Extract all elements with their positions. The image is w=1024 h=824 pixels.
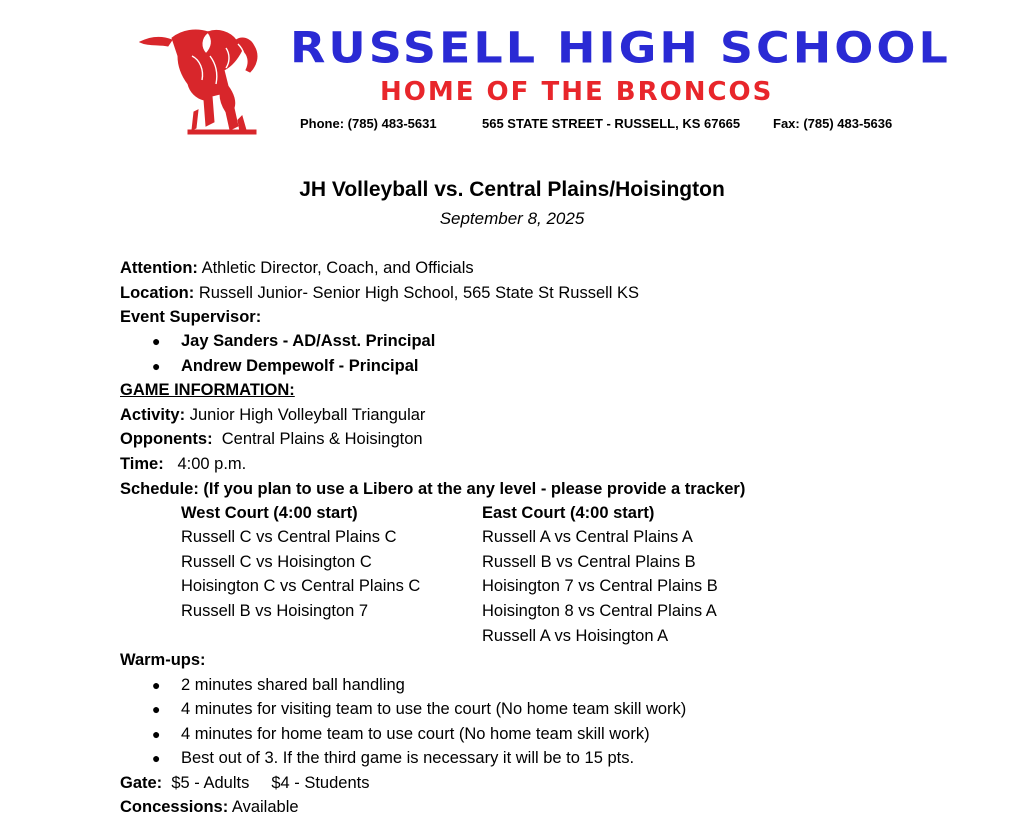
concessions-value: Available bbox=[228, 798, 299, 816]
activity-label: Activity: bbox=[120, 406, 186, 424]
bullet-icon: ● bbox=[152, 701, 161, 717]
bullet-icon: ● bbox=[152, 358, 161, 374]
document-title: JH Volleyball vs. Central Plains/Hoisington bbox=[299, 178, 725, 201]
attention-label: Attention: bbox=[120, 259, 198, 277]
bullet-icon: ● bbox=[152, 333, 161, 349]
event-supervisor-label: Event Supervisor: bbox=[120, 308, 262, 326]
opponents-label: Opponents: bbox=[120, 430, 213, 448]
concessions-label: Concessions: bbox=[120, 798, 229, 816]
gate-adults-price: $5 - Adults bbox=[162, 774, 250, 792]
gate-label: Gate: bbox=[120, 774, 163, 792]
west-court-match: Russell C vs Hoisington C bbox=[181, 553, 372, 571]
time-line bbox=[120, 454, 246, 474]
location-line bbox=[120, 283, 639, 303]
bullet-icon: ● bbox=[152, 677, 161, 693]
location-label: Location: bbox=[120, 284, 195, 302]
east-court-match: Russell A vs Central Plains A bbox=[482, 528, 693, 546]
west-court-match: Russell B vs Hoisington 7 bbox=[181, 602, 369, 620]
activity-line bbox=[120, 405, 425, 425]
supervisor-item: Jay Sanders - AD/Asst. Principal bbox=[181, 332, 436, 350]
east-court-match: Hoisington 8 vs Central Plains A bbox=[482, 602, 717, 620]
west-court-match: Hoisington C vs Central Plains C bbox=[181, 577, 421, 595]
supervisor-item: Andrew Dempewolf - Principal bbox=[181, 357, 419, 375]
opponents-line bbox=[120, 429, 423, 449]
phone-number: Phone: (785) 483-5631 bbox=[300, 116, 437, 131]
warmup-item: 4 minutes for home team to use court (No home team skill work) bbox=[181, 725, 650, 743]
bronco-horse-icon bbox=[138, 26, 283, 136]
gate-students-price: $4 - Students bbox=[271, 774, 370, 792]
bullet-icon: ● bbox=[152, 726, 161, 742]
time-value: 4:00 p.m. bbox=[163, 455, 247, 473]
warmup-item: 4 minutes for visiting team to use the court (No home team skill work) bbox=[181, 700, 687, 718]
event-date: September 8, 2025 bbox=[439, 209, 585, 228]
game-info-heading: GAME INFORMATION: bbox=[120, 381, 295, 399]
school-name: RUSSELL HIGH SCHOOL bbox=[290, 22, 951, 73]
location-value: Russell Junior- Senior High School, 565 State St Russell KS bbox=[194, 284, 640, 302]
bullet-icon: ● bbox=[152, 750, 161, 766]
schedule-label: Schedule: (If you plan to use a Libero at the any level - please provide a tracker) bbox=[120, 480, 746, 498]
school-address: 565 STATE STREET - RUSSELL, KS 67665 bbox=[482, 116, 741, 131]
activity-value: Junior High Volleyball Triangular bbox=[185, 406, 426, 424]
warmup-item: 2 minutes shared ball handling bbox=[181, 676, 405, 694]
school-tagline: HOME OF THE BRONCOS bbox=[380, 77, 774, 107]
east-court-match: Russell A vs Hoisington A bbox=[482, 627, 669, 645]
time-label: Time: bbox=[120, 455, 164, 473]
attention-value: Athletic Director, Coach, and Officials bbox=[197, 259, 474, 277]
west-court-match: Russell C vs Central Plains C bbox=[181, 528, 397, 546]
fax-number: Fax: (785) 483-5636 bbox=[773, 116, 893, 131]
east-court-match: Hoisington 7 vs Central Plains B bbox=[482, 577, 718, 595]
east-court-header: East Court (4:00 start) bbox=[482, 504, 655, 522]
opponents-value: Central Plains & Hoisington bbox=[212, 430, 423, 448]
concessions-line bbox=[120, 797, 299, 817]
warmup-item: Best out of 3. If the third game is necessary it will be to 15 pts. bbox=[181, 749, 635, 767]
attention-line bbox=[120, 258, 474, 278]
west-court-header: West Court (4:00 start) bbox=[181, 504, 358, 522]
east-court-match: Russell B vs Central Plains B bbox=[482, 553, 696, 571]
warmups-label: Warm-ups: bbox=[120, 651, 206, 669]
gate-line bbox=[120, 773, 369, 793]
